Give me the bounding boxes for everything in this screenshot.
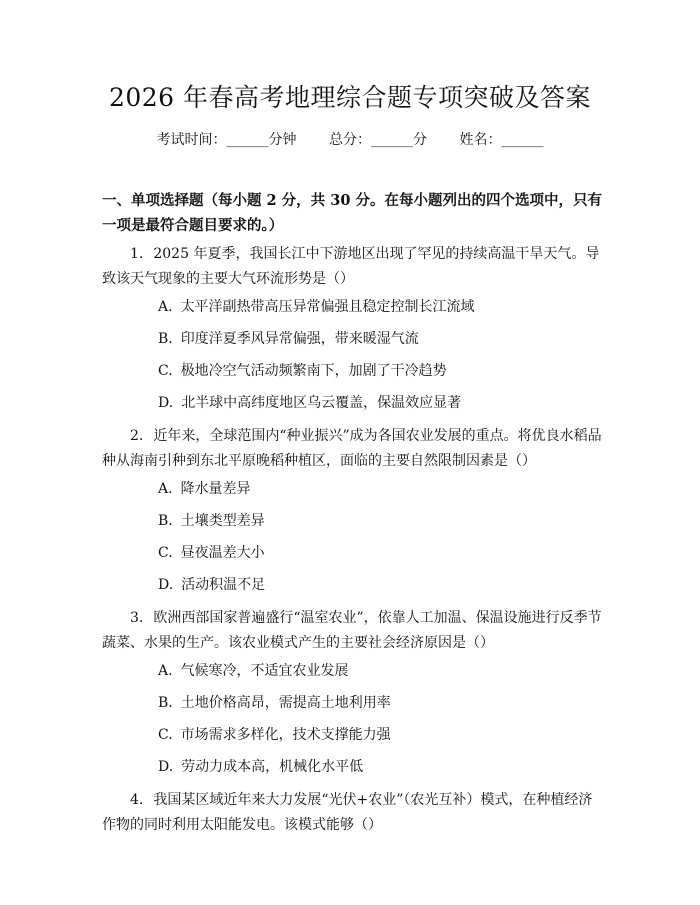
- option-2-c: C. 昼夜温差大小: [158, 545, 265, 561]
- exam-time-field: 考试时间：______分钟: [156, 132, 297, 148]
- option-2-b: B. 土壤类型差异: [158, 513, 265, 529]
- option-2-d: D. 活动积温不足: [158, 577, 266, 593]
- exam-meta: [0, 130, 700, 150]
- option-3-b: B. 土地价格高昂，需提高土地利用率: [158, 695, 391, 711]
- option-3-d: D. 劳动力成本高，机械化水平低: [158, 759, 364, 775]
- option-2-a: A. 降水量差异: [158, 481, 251, 497]
- question-number: 1.: [130, 246, 144, 262]
- question-text: 近年来，全球范围内“种业振兴”成为各国农业发展的重点。将优良水稻品种从海南引种到东北平原晚稻种植区，面临的主要自然限制因素是（）: [102, 428, 602, 469]
- question-number: 2.: [130, 428, 144, 444]
- question-2: [102, 424, 602, 474]
- total-score-field: 总分：______分: [329, 132, 427, 148]
- question-number: 4.: [130, 792, 144, 808]
- option-1-b: B. 印度洋夏季风异常偏强，带来暖湿气流: [158, 331, 419, 347]
- question-text: 2025 年夏季，我国长江中下游地区出现了罕见的持续高温干旱天气。导致该天气现象的主要大气环流形势是（）: [102, 246, 600, 287]
- option-1-d: D. 北半球中高纬度地区乌云覆盖，保温效应显著: [158, 395, 462, 411]
- student-name-field: 姓名：______: [459, 132, 544, 148]
- question-4: [102, 788, 602, 838]
- option-1-c: C. 极地冷空气活动频繁南下，加剧了干冷趋势: [158, 363, 447, 379]
- question-3: [102, 606, 602, 656]
- page-title: 2026 年春高考地理综合题专项突破及答案: [108, 83, 592, 112]
- question-text: 我国某区域近年来大力发展“光伏+农业”（农光互补）模式，在种植经济作物的同时利用太阳能发电。该模式能够（）: [102, 792, 593, 833]
- question-text: 欧洲西部国家普遍盛行“温室农业”，依靠人工加温、保温设施进行反季节蔬菜、水果的生产。该农业模式产生的主要社会经济原因是（）: [102, 610, 602, 651]
- option-1-a: A. 太平洋副热带高压异常偏强且稳定控制长江流域: [158, 299, 475, 315]
- question-1: [102, 242, 602, 292]
- option-3-c: C. 市场需求多样化，技术支撑能力强: [158, 727, 391, 743]
- section-heading: 一、单项选择题（每小题 2 分，共 30 分。在每小题列出的四个选项中，只有一项是最符合题目要求的。）: [102, 192, 602, 234]
- question-number: 3.: [130, 610, 144, 626]
- option-3-a: A. 气候寒冷，不适宜农业发展: [158, 663, 349, 679]
